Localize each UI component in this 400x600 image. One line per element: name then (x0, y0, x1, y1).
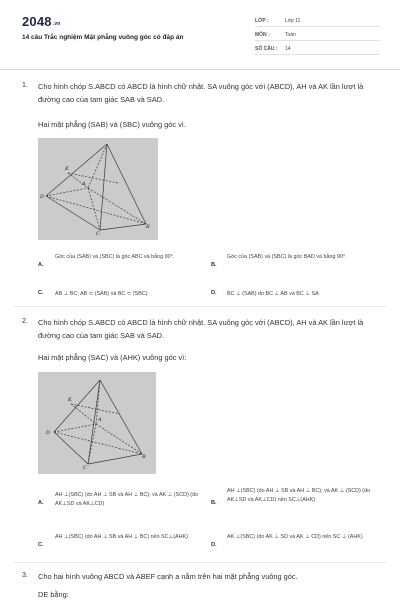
figure-label: B (146, 224, 150, 230)
question-prompt: Hai mặt phẳng (SAB) và (SBC) vuông góc vì. (38, 120, 186, 129)
meta-value: Toán (285, 32, 296, 38)
meta-row-count (255, 44, 380, 55)
meta-key: MÔN : (255, 32, 270, 38)
option-c-text[interactable]: AH ⊥(SBC) (do AH ⊥ SB và AH ⊥ BC) nên SC⊥(AHK) (55, 534, 188, 540)
question-prompt: Hai mặt phẳng (SAC) và (AHK) vuông góc vì: (38, 353, 187, 362)
figure-label: C (96, 231, 100, 237)
document-header (0, 0, 400, 70)
option-a-letter[interactable]: A. (38, 262, 44, 268)
figure-label: C (83, 465, 87, 471)
option-b-text[interactable]: AH ⊥(SBC) (do AH ⊥ SB và AH ⊥ BC); và AK ⊥ (SCD) (do AK⊥SD và AK⊥CD) nên SC⊥(AHK) (227, 488, 371, 503)
option-d-text[interactable]: BC ⊥ (SAB) do BC ⊥ AB và BC ⊥ SA (227, 291, 319, 297)
option-d-text[interactable]: AK ⊥(SBC) (do AK ⊥ SD và AK ⊥ CD) nên SC ⊥ (AHK) (227, 534, 363, 540)
question-text: Cho hình chóp S.ABCD có ABCD là hình chữ nhật. SA vuông góc với (ABCD), AH và AK lần lượt là đường cao của tam giác SAB và SAD. (38, 318, 364, 340)
logo-text: 2048 (22, 14, 52, 29)
figure-label: A (82, 181, 86, 187)
meta-value: Lớp 11 (285, 18, 301, 24)
question-number: 2. (22, 318, 28, 325)
option-d-letter[interactable]: D. (211, 542, 217, 548)
figure-label: D (46, 430, 51, 436)
figure-label: B (142, 454, 146, 460)
option-a-letter[interactable]: A. (38, 500, 44, 506)
question-prompt: DE bằng: (38, 590, 69, 599)
figure-label: K (68, 397, 72, 403)
meta-key: LỚP : (255, 18, 269, 24)
figure-label: D (40, 194, 45, 200)
pyramid-figure (38, 138, 158, 240)
figure-label: A (98, 417, 102, 423)
meta-row-subject (255, 30, 380, 41)
page-title: 14 câu Trắc nghiệm Mặt phẳng vuông góc có đáp án (22, 34, 184, 41)
option-c-letter[interactable]: C. (38, 542, 44, 548)
option-b-letter[interactable]: B. (211, 262, 217, 268)
option-c-text[interactable]: AB ⊥ BC; AB ⊂ (SAB) và BC ⊂ (SBC) (55, 291, 148, 297)
question-divider (14, 562, 386, 563)
question-text: Cho hình chóp S.ABCD có ABCD là hình chữ nhật. SA vuông góc với (ABCD), AH và AK lần lượt là đường cao của tam giác SAB và SAD. (38, 82, 364, 104)
option-b-text[interactable]: Góc của (SAB) và (SBC) là góc BAD và bằng 90°. (227, 254, 347, 260)
pyramid-diagram (38, 372, 156, 474)
question-number: 3. (22, 572, 28, 579)
option-c-letter[interactable]: C. (38, 290, 44, 296)
meta-value: 14 (285, 46, 291, 52)
question-divider (14, 306, 386, 307)
pyramid-figure (38, 372, 156, 474)
meta-key: SỐ CÂU : (255, 46, 278, 52)
site-logo[interactable] (22, 14, 61, 29)
pyramid-diagram (38, 138, 158, 240)
option-b-letter[interactable]: B. (211, 500, 217, 506)
question-number: 1. (22, 82, 28, 89)
option-a-text[interactable]: Góc của (SAB) và (SBC) là góc ABC và bằng 90°. (55, 254, 175, 260)
question-text: Cho hai hình vuông ABCD và ABEF cạnh a nằm trên hai mặt phẳng vuông góc. (38, 572, 298, 581)
figure-label: K (65, 166, 69, 172)
option-a-text[interactable]: AH ⊥(SBC) (do AH ⊥ SB và AH ⊥ BC); và AK ⊥ (SCD) (do AK⊥SD và AK⊥CD) (55, 492, 199, 507)
logo-suffix: .vn (52, 21, 61, 27)
option-d-letter[interactable]: D. (211, 290, 217, 296)
meta-row-class (255, 16, 380, 27)
